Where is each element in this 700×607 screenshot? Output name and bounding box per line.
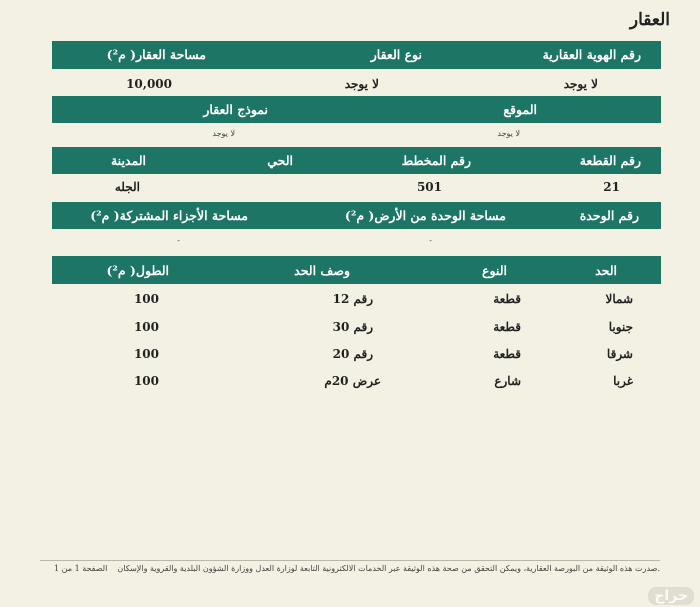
boundary-length: 100 <box>133 347 159 361</box>
value-property-type: لا يوجد <box>344 77 379 91</box>
section4-header-bar <box>52 202 661 229</box>
boundary-description: رقم 20 <box>332 347 373 361</box>
header-property-type: نوع العقار <box>370 47 422 62</box>
boundaries-header-bar <box>52 256 661 284</box>
value-city: الجله <box>114 180 140 194</box>
header-shared-area: مساحة الأجزاء المشتركة( م²) <box>90 208 248 223</box>
header-length: الطول( م²) <box>106 263 169 278</box>
header-plot-number: رقم القطعة <box>579 153 641 168</box>
footer-divider <box>40 560 660 561</box>
section2-header-bar <box>52 96 661 123</box>
footer-page-number: الصفحة 1 من 1 <box>54 564 108 573</box>
header-property-id: رقم الهوية العقارية <box>542 47 641 62</box>
boundary-type: قطعة <box>493 347 521 361</box>
header-description: وصف الحد <box>294 263 350 278</box>
header-unit-number: رقم الوحدة <box>579 208 639 223</box>
boundary-direction: غربا <box>613 374 633 388</box>
value-property-area: 10,000 <box>126 77 172 91</box>
value-plan-number: 501 <box>416 180 442 194</box>
value-shared-area: - <box>177 236 180 245</box>
value-property-id: لا يوجد <box>563 77 598 91</box>
boundary-description: رقم 30 <box>332 320 373 334</box>
boundary-length: 100 <box>133 374 159 388</box>
section3-header-bar <box>52 147 661 174</box>
footer-disclaimer: صدرت هذه الوثيقة من البورصة العقارية، ويمكن التحقق من صحة هذه الوثيقة عبر الخدمات الالكترونية التابعة لوزارة العدل ووزارة الشؤون البلدية والقروية والإسكان. <box>117 564 660 573</box>
header-property-model: نموذج العقار <box>203 102 268 117</box>
section1-header-bar <box>52 41 661 69</box>
watermark-logo: حراج <box>648 587 694 605</box>
value-unit-land-area: - <box>429 236 432 245</box>
boundary-direction: شرقا <box>606 347 633 361</box>
value-location: لا يوجد <box>497 129 520 138</box>
header-boundary: الحد <box>595 263 617 278</box>
header-city: المدينة <box>110 153 146 168</box>
value-property-model: لا يوجد <box>212 129 235 138</box>
boundary-direction: شمالا <box>605 292 633 306</box>
boundary-length: 100 <box>133 320 159 334</box>
header-district: الحي <box>267 153 293 168</box>
boundary-direction: جنوبا <box>608 320 633 334</box>
page-title: العقار <box>629 10 670 30</box>
boundary-length: 100 <box>133 292 159 306</box>
boundary-description: عرض 20م <box>324 374 381 388</box>
header-plan-number: رقم المخطط <box>401 153 471 168</box>
header-location: الموقع <box>503 102 537 117</box>
header-unit-land-area: مساحة الوحدة من الأرض( م²) <box>344 208 506 223</box>
header-property-area: مساحة العقار( م²) <box>106 47 206 62</box>
boundary-description: رقم 12 <box>332 292 373 306</box>
boundary-type: قطعة <box>493 292 521 306</box>
header-type: النوع <box>482 263 507 278</box>
value-plot-number: 21 <box>603 180 620 194</box>
boundary-type: شارع <box>494 374 521 388</box>
boundary-type: قطعة <box>493 320 521 334</box>
